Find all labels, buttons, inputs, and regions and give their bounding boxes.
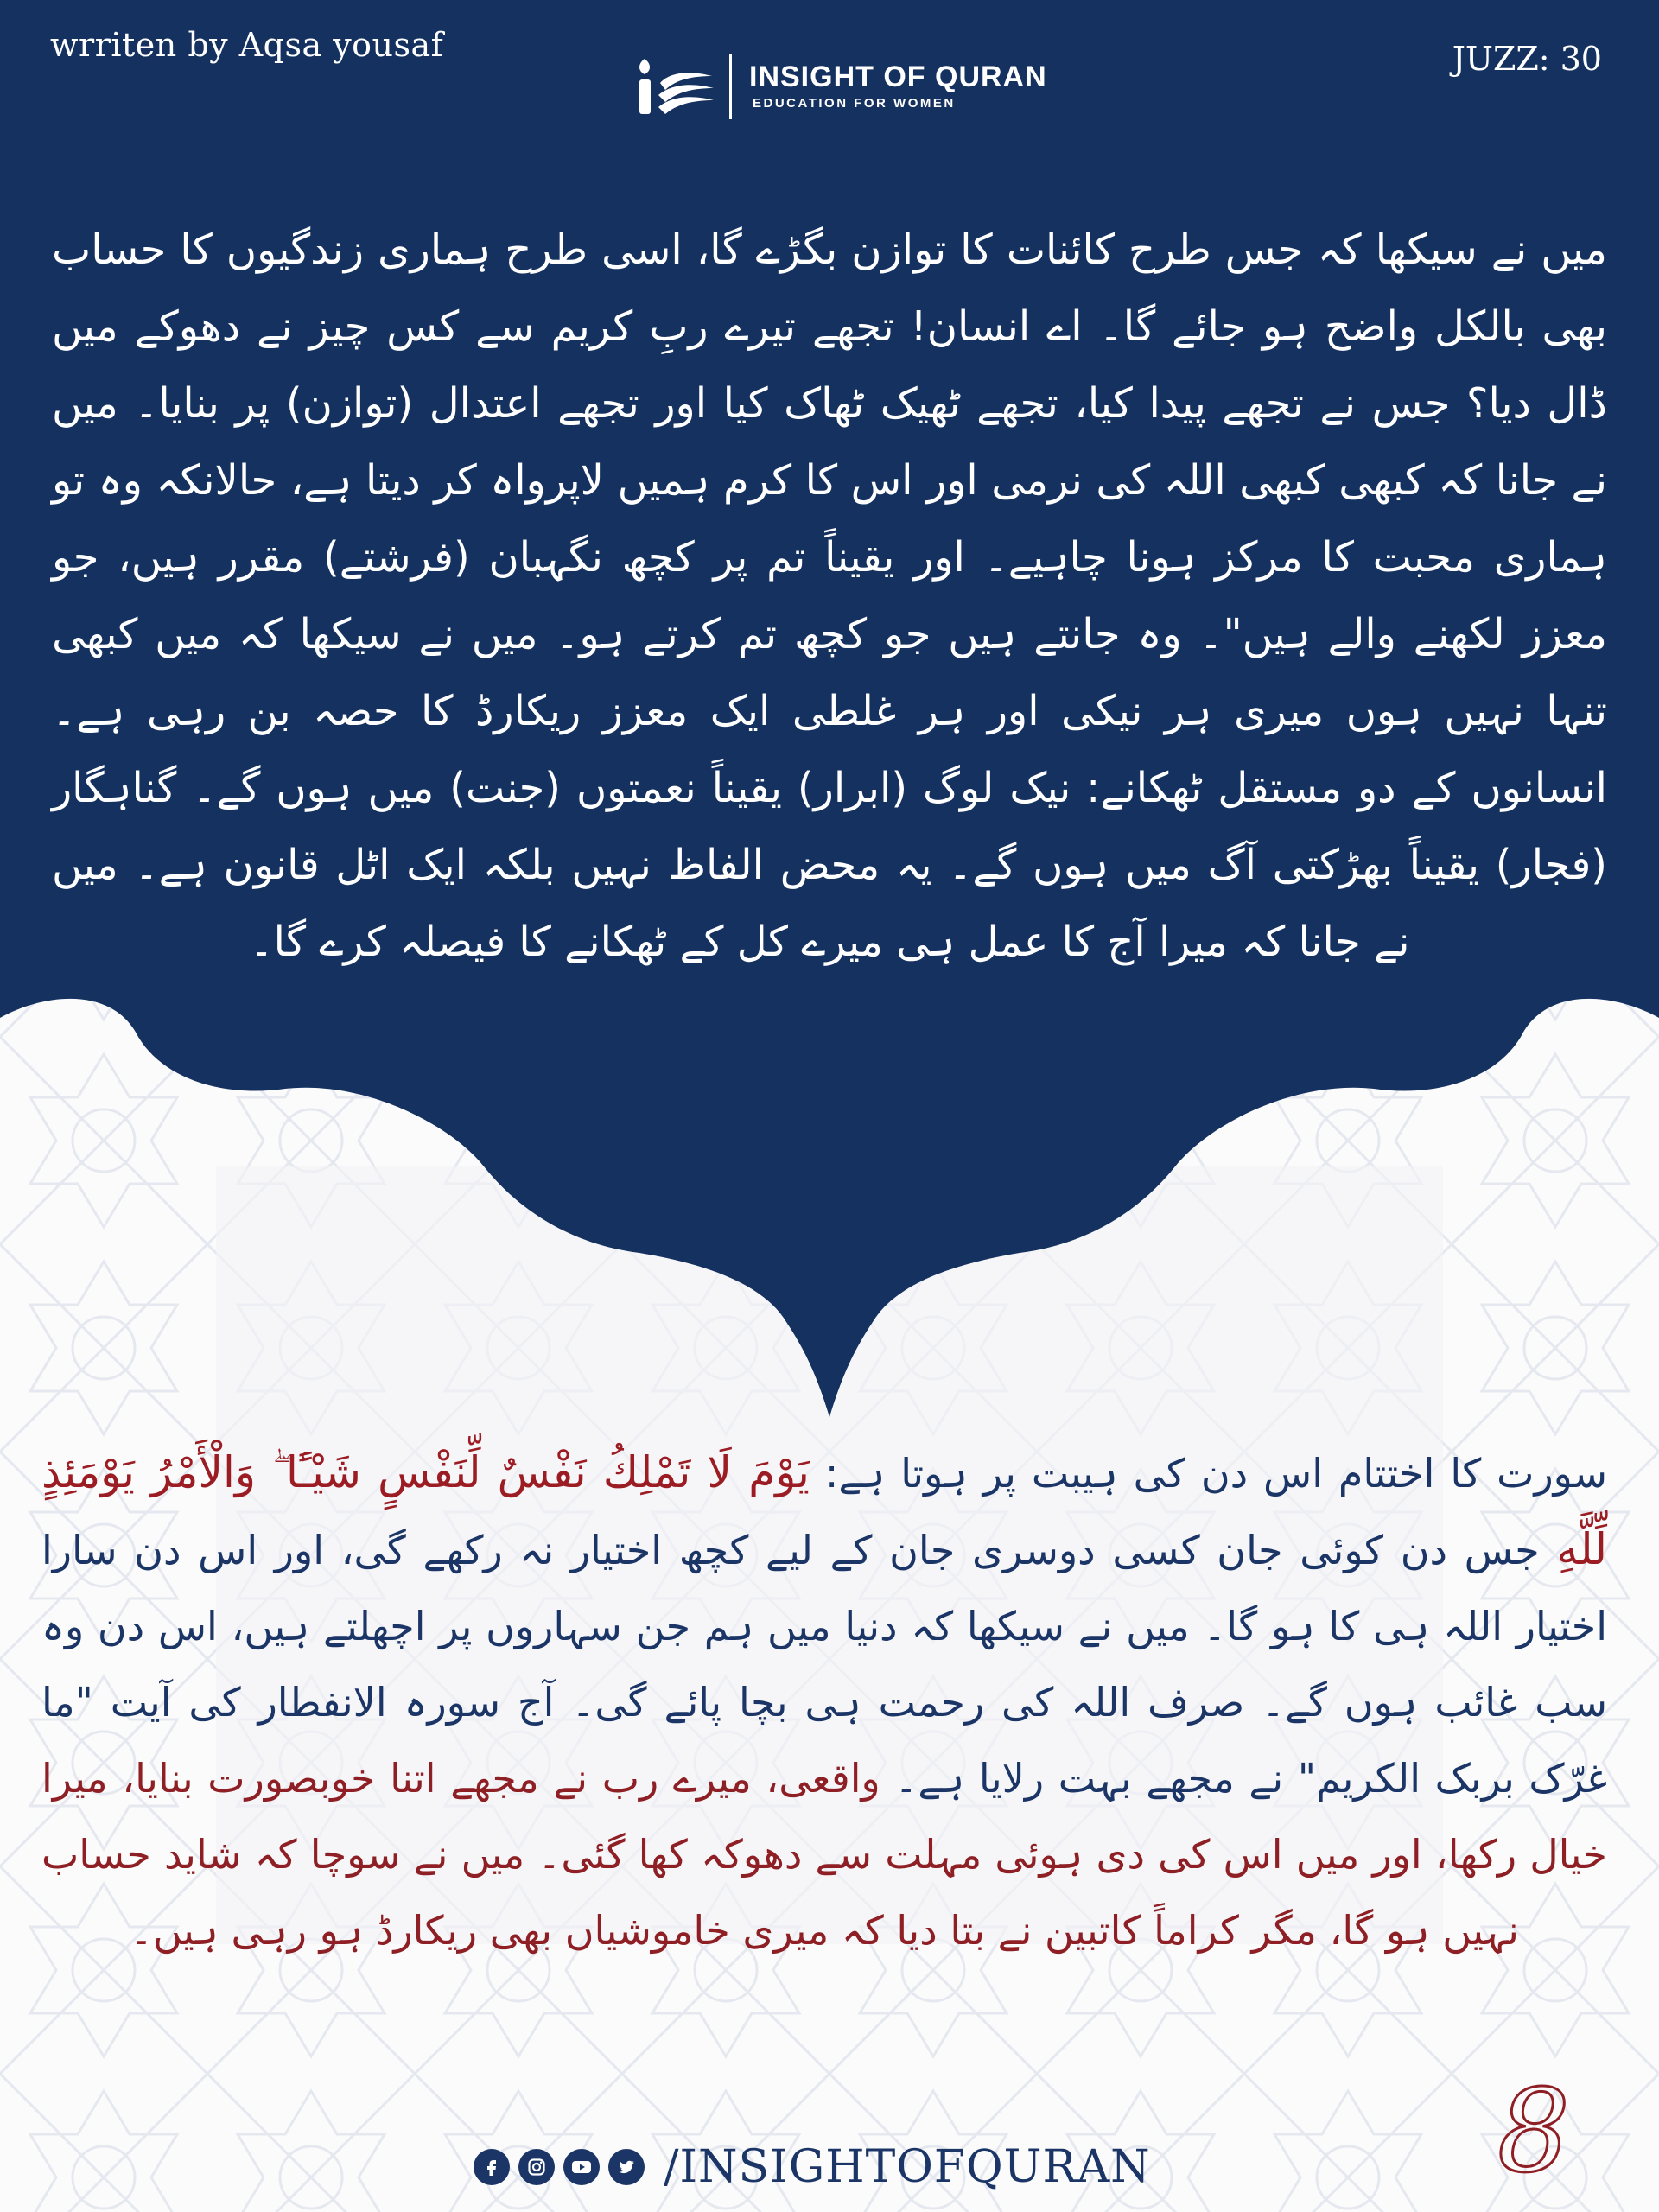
facebook-icon[interactable]: [474, 2149, 510, 2185]
brand-divider: [729, 54, 732, 119]
youtube-icon[interactable]: [563, 2149, 600, 2185]
brand-tagline: EDUCATION FOR WOMEN: [753, 96, 956, 111]
juzz-label: JUZZ: 30: [1452, 40, 1602, 78]
author-credit: wrriten by Aqsa yousaf: [50, 26, 444, 64]
bottom-paragraph: [41, 1434, 1607, 1968]
brand-mark-icon: [632, 50, 719, 123]
twitter-icon[interactable]: [608, 2149, 645, 2185]
instagram-icon[interactable]: [518, 2149, 555, 2185]
brand-text: [749, 60, 1047, 113]
quran-verse: يَوْمَ لَا تَمْلِكُ نَفْسٌ لِّنَفْسٍ شَيْـًٔا ۖ وَالْأَمْرُ يَوْمَئِذٍ لِّلَّهِ: [41, 1447, 1608, 1574]
bottom-paragraph-blue: جس دن کوئی جان کسی دوسری جان کے لیے کچھ اختیار نہ رکھے گی، اور اس دن سارا اختیار اللہ ہی کا ہو گا۔ میں نے سیکھا کہ دنیا میں ہم جن سہاروں پر اچھلتے ہیں، اس دن وہ سب غائب ہوں گے۔ صرف اللہ کی رحمت ہی بچا پائے گی۔ آج سورہ الانفطار کی آیت "ما غرّک بربک الکریم" نے مجھے بہت رلایا ہے۔: [41, 1527, 1607, 1802]
bottom-paragraph-red: واقعی، میرے رب نے مجھے اتنا خوبصورت بنایا، میرا خیال رکھا، اور میں اس کی دی ہوئی مہلت سے دھوکہ کھا گئی۔ میں نے سوچا کہ شاید حساب نہیں ہو گا، مگر کراماً کاتبین نے بتا دیا کہ میری خاموشیاں بھی ریکارڈ ہو رہی ہیں۔: [41, 1755, 1607, 1954]
page-number: [1495, 2074, 1573, 2186]
brand-logo-block: [632, 50, 1047, 123]
top-paragraph: میں نے سیکھا کہ جس طرح کائنات کا توازن بگڑے گا، اسی طرح ہماری زندگیوں کا حساب بھی بالکل واضح ہو جائے گا۔ اے انسان! تجھے تیرے ربِ کریم سے کس چیز نے دھوکے میں ڈال دیا؟ جس نے تجھے پیدا کیا، تجھے ٹھیک ٹھاک کیا اور تجھے اعتدال (توازن) پر بنایا۔ میں نے جانا کہ کبھی کبھی اللہ کی نرمی اور اس کا کرم ہمیں لاپرواہ کر دیتا ہے، حالانکہ وہ تو ہماری محبت کا مرکز ہونا چاہیے۔ اور یقیناً تم پر کچھ نگہبان (فرشتے) مقرر ہیں، جو معزز لکھنے والے ہیں"۔ وہ جانتے ہیں جو کچھ تم کرتے ہو۔ میں نے سیکھا کہ میں کبھی تنہا نہیں ہوں میری ہر نیکی اور ہر غلطی ایک معزز ریکارڈ کا حصہ بن رہی ہے۔ انسانوں کے دو مستقل ٹھکانے: نیک لوگ (ابرار) یقیناً نعمتوں (جنت) میں ہوں گے۔ گناہگار (فجار) یقیناً بھڑکتی آگ میں ہوں گے۔ یہ محض الفاظ نہیں بلکہ ایک اٹل قانون ہے۔ میں نے جانا کہ میرا آج کا عمل ہی میرے کل کے ٹھکانے کا فیصلہ کرے گا۔: [52, 226, 1608, 966]
footer-social: [474, 2136, 1151, 2198]
brand-name: INSIGHT OF QURAN: [749, 60, 1047, 93]
bottom-intro: سورت کا اختتام اس دن کی ہیبت پر ہوتا ہے:: [824, 1450, 1607, 1497]
page-number-text: 8: [1497, 2074, 1570, 2186]
social-handle[interactable]: /INSIGHTOFQURAN: [664, 2141, 1151, 2193]
